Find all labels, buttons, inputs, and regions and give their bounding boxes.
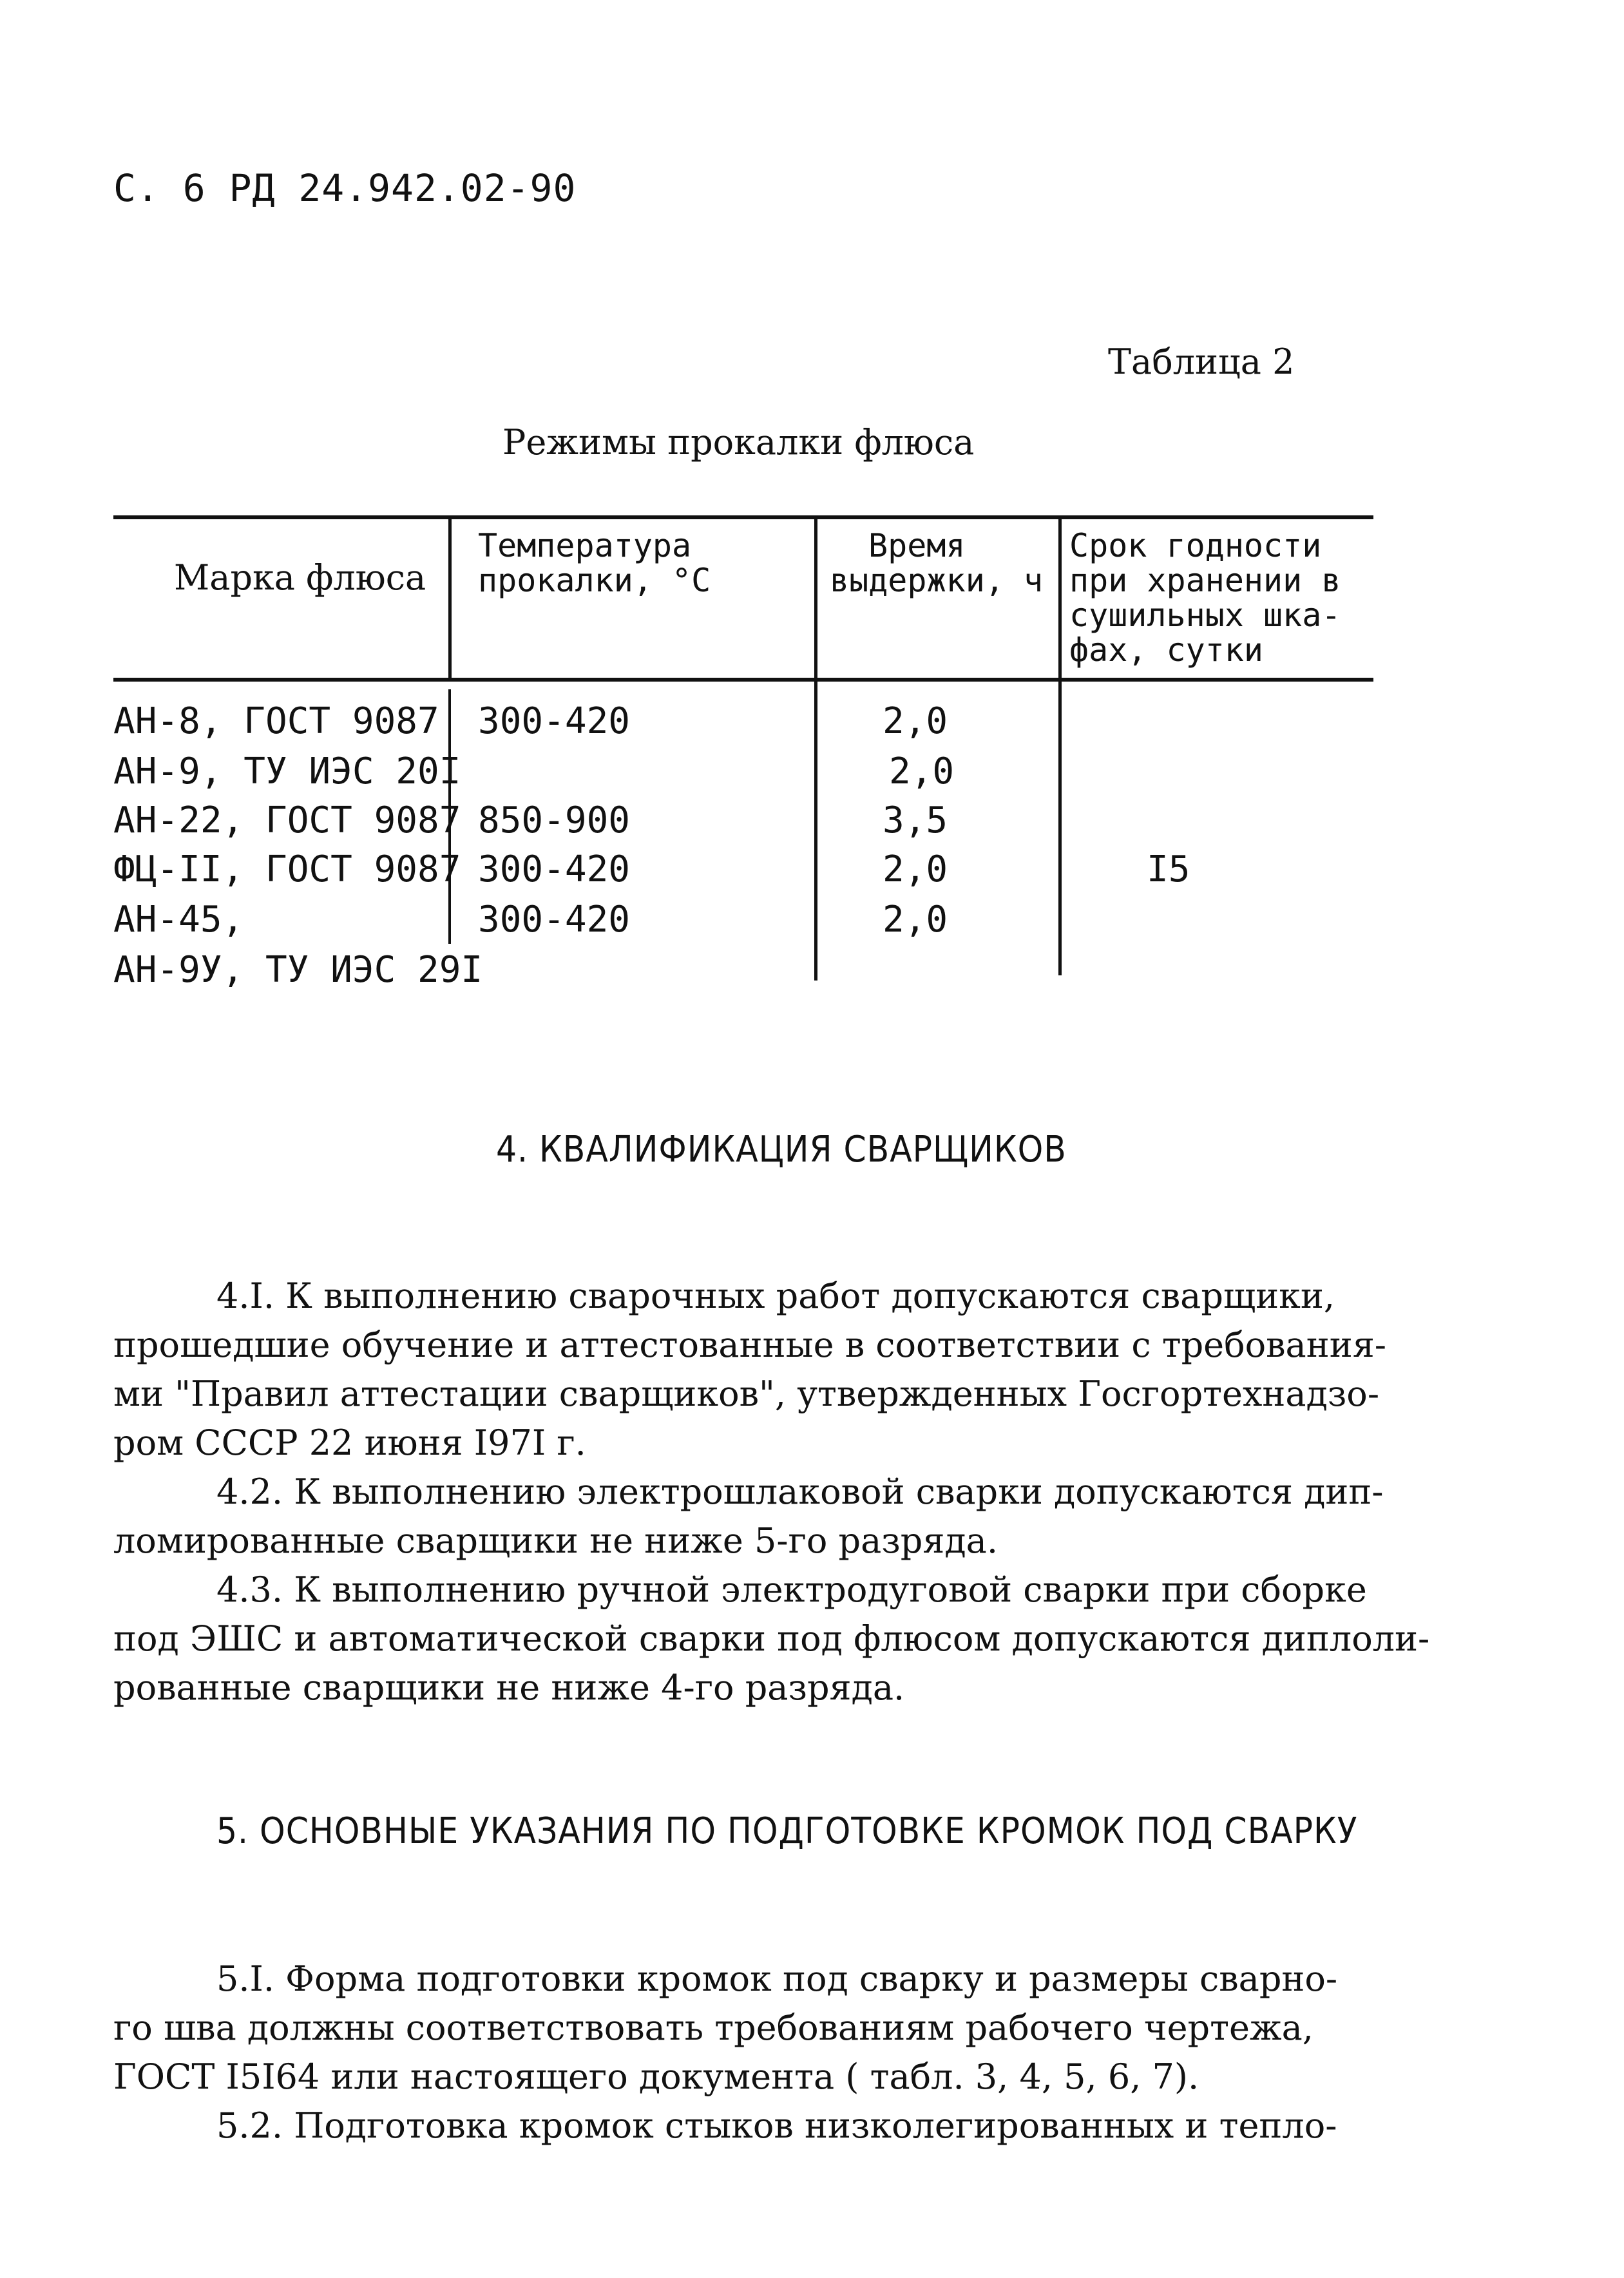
cell-mark: АН-45, (113, 899, 244, 941)
paragraph-line: ром СССР 22 июня I97I г. (113, 1422, 586, 1463)
paragraph-line: под ЭШС и автоматической сварки под флюсом допускаются диплоли- (113, 1618, 1430, 1659)
paragraph-line: 4.2. К выполнению электрошлаковой сварки допускаются дип- (216, 1471, 1384, 1512)
section-5-heading: 5. ОСНОВНЫЕ УКАЗАНИЯ ПО ПОДГОТОВКЕ КРОМОК ПОД СВАРКУ (216, 1810, 1358, 1852)
cell-time: 2,0 (883, 899, 948, 941)
paragraph-line: 4.3. К выполнению ручной электродуговой сварки при сборке (216, 1569, 1367, 1610)
cell-mark: АН-8, ГОСТ 9087 (113, 700, 439, 742)
paragraph-line: 5.I. Форма подготовки кромок под сварку и размеры сварно- (216, 1958, 1338, 1999)
cell-mark: АН-9У, ТУ ИЭС 29I (113, 949, 483, 991)
table-header-rule (113, 678, 1373, 682)
cell-time: 2,0 (883, 700, 948, 742)
cell-mark: АН-22, ГОСТ 9087 (113, 799, 461, 841)
table-col-divider-1 (448, 519, 452, 679)
table-col-divider-2 (814, 519, 817, 981)
col-header-mark: Марка флюса (174, 557, 426, 598)
cell-time: 3,5 (883, 799, 948, 841)
cell-shelf-life: I5 (1147, 848, 1190, 890)
col-header-shelf-life: Срок годности при хранении в сушильных шка- фах, сутки (1069, 527, 1341, 669)
paragraph-line: ломированные сварщики не ниже 5-го разряда. (113, 1520, 998, 1561)
paragraph-line: прошедшие обучение и аттестованные в соответствии с требования- (113, 1325, 1387, 1365)
paragraph-line: ми "Правил аттестации сварщиков", утвержденных Госгортехнадзо- (113, 1374, 1380, 1414)
table-title: Режимы прокалки флюса (502, 422, 975, 463)
page-header: С. 6 РД 24.942.02-90 (113, 166, 577, 210)
paragraph-line: 4.I. К выполнению сварочных работ допускаются сварщики, (216, 1276, 1335, 1316)
paragraph-line: ГОСТ I5I64 или настоящего документа ( табл. 3, 4, 5, 6, 7). (113, 2056, 1199, 2097)
cell-temperature: 300-420 (478, 848, 631, 890)
cell-mark: ФЦ-II, ГОСТ 9087 (113, 848, 461, 890)
col-header-time: Время выдержки, ч (830, 527, 1044, 599)
cell-temperature: 300-420 (478, 899, 631, 941)
cell-temperature: 850-900 (478, 799, 631, 841)
cell-mark: АН-9, ТУ ИЭС 20I (113, 751, 461, 792)
table-top-rule (113, 515, 1373, 519)
paragraph-line: 5.2. Подготовка кромок стыков низколегированных и тепло- (216, 2105, 1337, 2146)
section-4-heading: 4. КВАЛИФИКАЦИЯ СВАРЩИКОВ (496, 1129, 1067, 1171)
paragraph-line: рованные сварщики не ниже 4-го разряда. (113, 1667, 905, 1708)
cell-time: 2,0 (883, 848, 948, 890)
col-header-temperature: Температура прокалки, °С (478, 527, 711, 599)
paragraph-line: го шва должны соответствовать требованиям рабочего чертежа, (113, 2007, 1314, 2048)
cell-time: 2,0 (889, 751, 955, 792)
table-label: Таблица 2 (1108, 341, 1295, 382)
cell-temperature: 300-420 (478, 700, 631, 742)
table-col-divider-3 (1058, 519, 1062, 975)
